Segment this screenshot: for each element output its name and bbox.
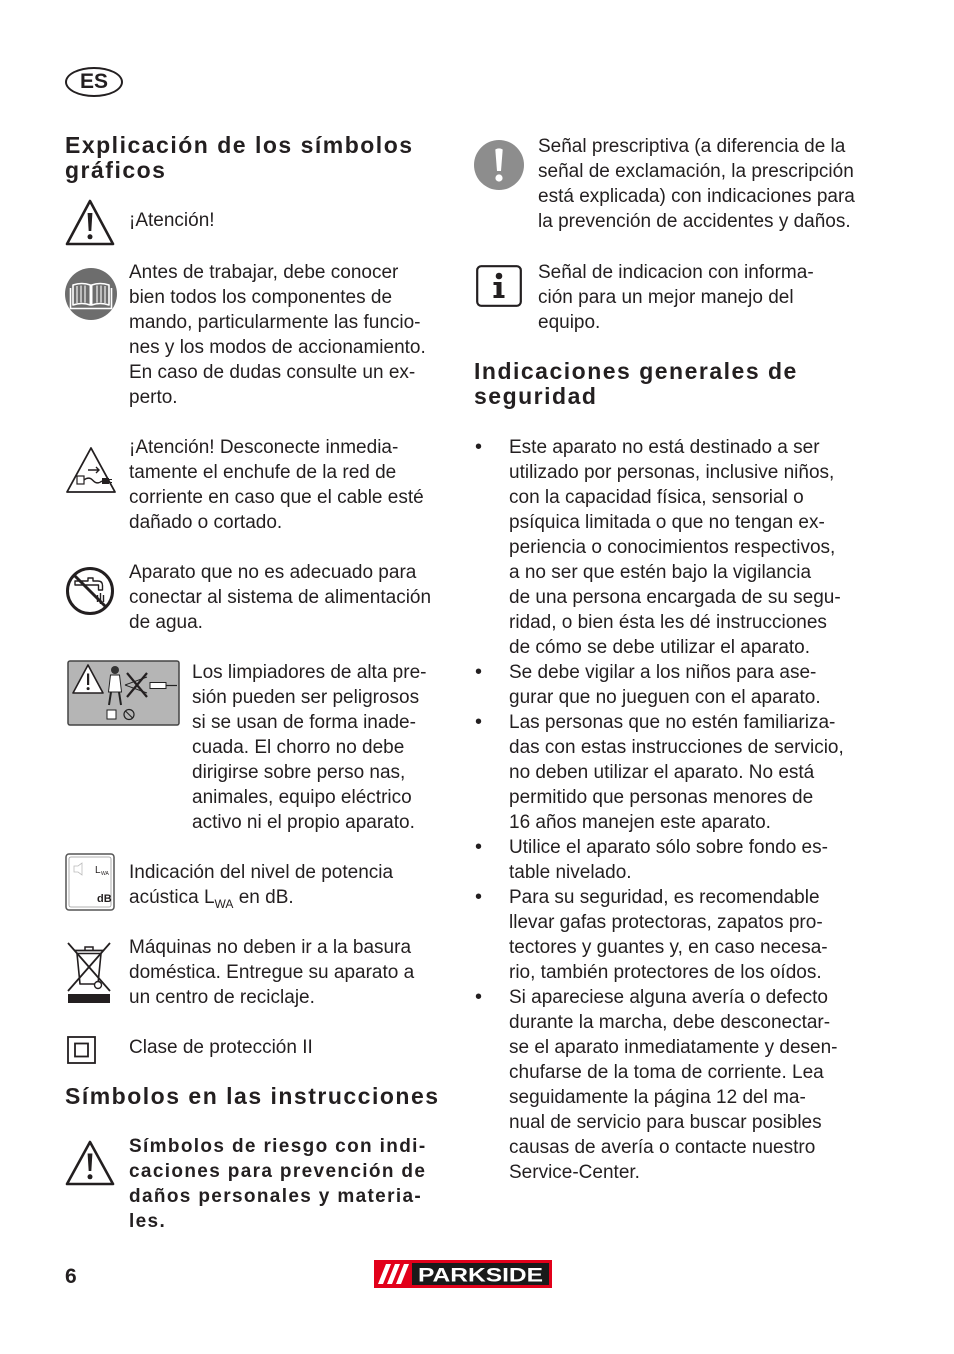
unplug-damaged-cable-icon (65, 445, 117, 495)
bullet-text: Para su seguridad, es recomendable llevar gafas protectoras, zapatos pro- tectores y guantes y, en caso necesa- rio, también protectores de los oídos. (509, 886, 828, 983)
list-item (474, 985, 874, 1185)
sound-text-line-2 (129, 885, 393, 910)
bullet-text: Utilice el aparato sólo sobre fondo es- table nivelado. (509, 836, 828, 883)
heading-general-safety: Indicaciones generales de seguridad (474, 357, 798, 409)
bullet-text: Las personas que no estén familiariza- das con estas instrucciones de servicio, no deben utilizar el aparato. No está permitido que personas menores de 16 años manejen este aparato. (509, 711, 844, 833)
bullet-marker: • (475, 660, 483, 683)
bullet-marker: • (475, 835, 483, 858)
recycling-text: Máquinas no deben ir a la basura doméstica. Entregue su aparato a un centro de reciclaje. (129, 936, 415, 1008)
info-icon (476, 265, 522, 307)
mandatory-sign-text: Señal prescriptiva (a diferencia de la señal de exclamación, la prescripción está explicada) con indicaciones para la prevención de accidentes y daños. (538, 135, 855, 232)
list-item (474, 710, 874, 835)
sound-icon-l-label: L (95, 865, 101, 876)
list-item (474, 835, 874, 885)
sound-text-before: acústica L (129, 886, 215, 908)
no-water-supply-icon (65, 566, 115, 616)
warning-triangle-icon (65, 1139, 115, 1187)
no-water-supply-text: Aparato que no es adecuado para conectar al sistema de alimentación de agua. (129, 561, 432, 633)
heading-instruction-symbols: Símbolos en las instrucciones (65, 1082, 440, 1109)
mandatory-sign-icon (474, 140, 524, 190)
read-manual-text: Antes de trabajar, debe conocer bien todos los componentes de mando, particularmente las funcio- nes y los modos de accionamiento. En caso de dudas consulte un ex- perto. (129, 261, 426, 408)
heading-graphic-symbols: Explicación de los símbolos gráficos (65, 131, 414, 183)
protection-class-ii-icon (67, 1036, 96, 1064)
bullet-text: Este aparato no está destinado a ser utilizado por personas, inclusive niños, con la capacidad física, sensorial o psíquica limitada o que no tengan ex- periencia o conocimientos respectivos, a no ser que estén bajo la vigilancia de una persona encargada de su segu- ridad, o bien ésta les dé instrucciones de cómo se debe utilizar el aparato. (509, 436, 841, 658)
read-manual-icon (65, 268, 117, 320)
lwa-subscript: WA (214, 896, 234, 911)
sound-text-line-1: Indicación del nivel de potencia (129, 861, 394, 883)
attention-text: ¡Atención! (129, 209, 215, 231)
unplug-cable-text: ¡Atención! Desconecte inmedia- tamente el enchufe de la red de corriente en caso que el cable esté dañado o cortado. (129, 436, 424, 533)
bullet-text: Si apareciese alguna avería o defecto durante la marcha, debe desconectar- se el aparato inmediatamente y desen- chufarse de la toma de corriente. Lea seguidamente la página 12 del ma- nual de servicio para buscar posibles causas de avería o contacte nuestro Service-Center. (509, 986, 838, 1183)
sound-icon-wa-label: WA (101, 871, 109, 877)
risk-symbols-text: Símbolos de riesgo con indi- caciones para prevención de daños personales y materia- les. (129, 1135, 427, 1232)
bullet-marker: • (475, 710, 483, 733)
bullet-marker: • (475, 435, 483, 458)
bullet-marker: • (475, 985, 483, 1008)
sound-icon-db-label: dB (97, 893, 112, 905)
list-item (474, 885, 874, 985)
bullet-text: Se debe vigilar a los niños para ase- gurar que no jueguen con el aparato. (509, 661, 821, 708)
warning-triangle-icon (65, 198, 115, 247)
page-number: 6 (65, 1265, 77, 1288)
sound-power-level-text (129, 860, 393, 910)
list-item (474, 660, 874, 710)
brand-name: PARKSIDE (418, 1265, 543, 1287)
info-sign-text: Señal de indicacion con informa- ción para un mejor manejo del equipo. (538, 261, 814, 333)
sound-text-after: en dB. (233, 886, 294, 908)
language-badge: ES (65, 67, 123, 97)
list-item (474, 435, 874, 660)
parkside-logo (374, 1260, 552, 1288)
sound-power-level-icon (65, 853, 115, 911)
high-pressure-jet-warning-icon (67, 660, 180, 726)
bullet-marker: • (475, 885, 483, 908)
weee-crossed-bin-icon (65, 940, 113, 1004)
high-pressure-warning-text: Los limpiadores de alta pre- sión pueden ser peligrosos si se usan de forma inade- cuada. El chorro no debe dirigirse sobre perso nas, animales, equipo eléctrico activo ni el propio aparato. (192, 661, 427, 833)
protection-class-text: Clase de protección II (129, 1036, 313, 1058)
safety-instructions-list (474, 435, 874, 1185)
